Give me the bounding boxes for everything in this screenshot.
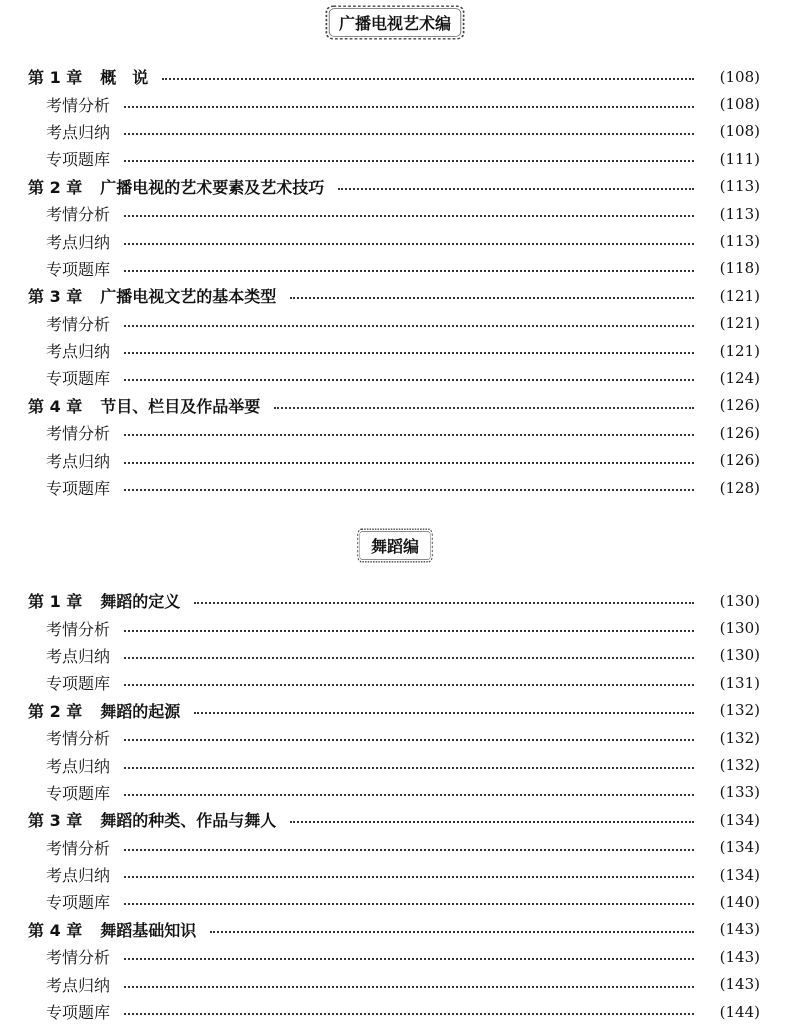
chapter-title: 概 说	[100, 68, 149, 88]
page-number: (113)	[719, 177, 760, 196]
page-number: (130)	[719, 591, 760, 610]
dot-leader	[290, 296, 694, 299]
item-title: 专项题库	[46, 1003, 111, 1023]
toc-item-row[interactable]	[0, 614, 790, 641]
page-number: (134)	[719, 810, 760, 829]
page-number: (108)	[719, 95, 760, 114]
toc-item-row[interactable]	[0, 90, 790, 117]
item-title: 专项题库	[46, 479, 111, 499]
dot-leader	[338, 187, 694, 190]
dot-leader	[194, 601, 694, 604]
toc-item-row[interactable]	[0, 364, 790, 391]
page-number: (134)	[719, 838, 760, 857]
item-title: 专项题库	[46, 150, 111, 170]
chapter-title: 舞蹈基础知识	[100, 920, 197, 940]
section-title-frame	[0, 0, 790, 44]
item-title: 考点归纳	[46, 756, 111, 776]
dot-leader	[124, 902, 694, 905]
toc-item-row[interactable]	[0, 998, 790, 1025]
chapter-number: 第 3 章	[28, 811, 83, 831]
toc-item-row[interactable]	[0, 118, 790, 145]
chapter-number: 第 2 章	[28, 701, 83, 721]
toc-item-row[interactable]	[0, 943, 790, 970]
dot-leader	[124, 105, 694, 108]
section-title-text: 舞蹈编	[370, 536, 419, 556]
dot-leader	[124, 683, 694, 686]
section-title	[357, 528, 433, 563]
page-number: (113)	[719, 232, 760, 251]
section-title-frame	[0, 523, 790, 567]
dot-leader	[124, 488, 694, 491]
page-number: (143)	[719, 947, 760, 966]
page-number: (133)	[719, 783, 760, 802]
dot-leader	[124, 848, 694, 851]
toc-chapter-row[interactable]	[0, 806, 790, 833]
page-number: (124)	[719, 368, 760, 387]
page-number: (130)	[719, 619, 760, 638]
page-number: (143)	[719, 920, 760, 939]
dot-leader	[124, 132, 694, 135]
toc-item-row[interactable]	[0, 724, 790, 751]
item-title: 专项题库	[46, 893, 111, 913]
dot-leader	[124, 378, 694, 381]
page-number: (132)	[719, 756, 760, 775]
item-title: 考点归纳	[46, 866, 111, 886]
item-title: 考点归纳	[46, 451, 111, 471]
page-number: (128)	[719, 478, 760, 497]
page-number: (140)	[719, 892, 760, 911]
toc-chapter-row[interactable]	[0, 173, 790, 200]
toc-item-row[interactable]	[0, 145, 790, 172]
page-number: (121)	[719, 314, 760, 333]
section-title-text: 广播电视艺术编	[338, 13, 451, 33]
dot-leader	[124, 269, 694, 272]
item-title: 考情分析	[46, 205, 111, 225]
dot-leader	[124, 351, 694, 354]
item-title: 考点归纳	[46, 342, 111, 362]
page-number: (143)	[719, 975, 760, 994]
toc-item-row[interactable]	[0, 888, 790, 915]
dot-leader	[124, 793, 694, 796]
toc-item-row[interactable]	[0, 751, 790, 778]
item-title: 考点归纳	[46, 232, 111, 252]
toc-item-row[interactable]	[0, 861, 790, 888]
toc-item-row[interactable]	[0, 779, 790, 806]
chapter-number: 第 3 章	[28, 287, 83, 307]
item-title: 专项题库	[46, 259, 111, 279]
toc-item-row[interactable]	[0, 419, 790, 446]
dot-leader	[124, 214, 694, 217]
chapter-number: 第 1 章	[28, 68, 83, 88]
item-title: 考情分析	[46, 619, 111, 639]
toc-chapter-row[interactable]	[0, 392, 790, 419]
toc-chapter-row[interactable]	[0, 63, 790, 90]
chapter-title: 舞蹈的起源	[100, 701, 181, 721]
dot-leader	[124, 957, 694, 960]
page-number: (118)	[719, 259, 760, 278]
toc-item-row[interactable]	[0, 310, 790, 337]
toc-item-row[interactable]	[0, 642, 790, 669]
toc-item-row[interactable]	[0, 255, 790, 282]
item-title: 专项题库	[46, 783, 111, 803]
page-number: (130)	[719, 646, 760, 665]
section-broadcast-tv-art	[0, 0, 790, 501]
dot-leader	[124, 242, 694, 245]
chapter-number: 第 4 章	[28, 396, 83, 416]
chapter-title: 广播电视的艺术要素及艺术技巧	[100, 177, 325, 197]
toc-item-row[interactable]	[0, 227, 790, 254]
chapter-number: 第 2 章	[28, 177, 83, 197]
dot-leader	[124, 738, 694, 741]
page-number: (126)	[719, 396, 760, 415]
dot-leader	[124, 985, 694, 988]
item-title: 考情分析	[46, 424, 111, 444]
toc-chapter-row[interactable]	[0, 282, 790, 309]
dot-leader	[162, 77, 694, 80]
chapter-number: 第 1 章	[28, 592, 83, 612]
item-title: 专项题库	[46, 674, 111, 694]
page-number: (126)	[719, 423, 760, 442]
page-number: (144)	[719, 1002, 760, 1021]
toc-list	[0, 63, 790, 501]
toc-item-row[interactable]	[0, 474, 790, 501]
dot-leader	[124, 656, 694, 659]
toc-chapter-row[interactable]	[0, 697, 790, 724]
toc-item-row[interactable]	[0, 669, 790, 696]
dot-leader	[274, 406, 694, 409]
dot-leader	[194, 711, 694, 714]
item-title: 考情分析	[46, 838, 111, 858]
page-number: (132)	[719, 701, 760, 720]
chapter-number: 第 4 章	[28, 920, 83, 940]
item-title: 考情分析	[46, 948, 111, 968]
toc-item-row[interactable]	[0, 446, 790, 473]
section-dance	[0, 523, 790, 1025]
item-title: 考情分析	[46, 95, 111, 115]
dot-leader	[124, 766, 694, 769]
page-number: (131)	[719, 673, 760, 692]
dot-leader	[124, 1012, 694, 1015]
dot-leader	[124, 875, 694, 878]
item-title: 考情分析	[46, 729, 111, 749]
toc-item-row[interactable]	[0, 337, 790, 364]
toc-chapter-row[interactable]	[0, 916, 790, 943]
dot-leader	[290, 820, 694, 823]
page-number: (134)	[719, 865, 760, 884]
toc-chapter-row[interactable]	[0, 587, 790, 614]
toc-item-row[interactable]	[0, 970, 790, 997]
chapter-title: 舞蹈的定义	[100, 592, 181, 612]
page-number: (132)	[719, 728, 760, 747]
dot-leader	[124, 461, 694, 464]
page-number: (108)	[719, 67, 760, 86]
item-title: 考情分析	[46, 314, 111, 334]
toc-item-row[interactable]	[0, 200, 790, 227]
toc-item-row[interactable]	[0, 834, 790, 861]
page-number: (126)	[719, 451, 760, 470]
dot-leader	[124, 629, 694, 632]
dot-leader	[210, 930, 694, 933]
page-number: (111)	[719, 149, 760, 168]
dot-leader	[124, 159, 694, 162]
item-title: 考点归纳	[46, 646, 111, 666]
chapter-title: 舞蹈的种类、作品与舞人	[100, 811, 277, 831]
page-number: (121)	[719, 286, 760, 305]
item-title: 考点归纳	[46, 122, 111, 142]
toc-list	[0, 587, 790, 1025]
page-number: (108)	[719, 122, 760, 141]
item-title: 考点归纳	[46, 975, 111, 995]
page-number: (113)	[719, 204, 760, 223]
chapter-title: 节目、栏目及作品举要	[100, 396, 261, 416]
section-title	[325, 5, 465, 40]
chapter-title: 广播电视文艺的基本类型	[100, 287, 277, 307]
page-number: (121)	[719, 341, 760, 360]
dot-leader	[124, 324, 694, 327]
dot-leader	[124, 433, 694, 436]
item-title: 专项题库	[46, 369, 111, 389]
